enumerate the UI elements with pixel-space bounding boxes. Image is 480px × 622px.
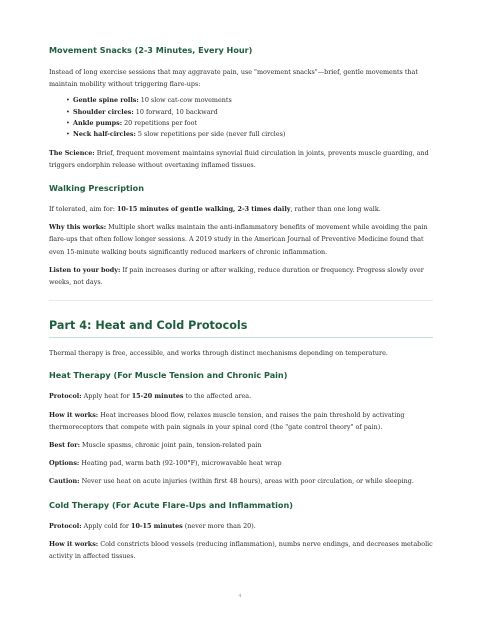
list-item: • Shoulder circles: 10 forward, 10 backward bbox=[66, 107, 433, 118]
movement-list bbox=[49, 95, 433, 140]
heat-protocol: Protocol: Apply heat for 15-20 minutes to the affected area. bbox=[49, 392, 252, 401]
list-item: • Gentle spine rolls: 10 slow cat-cow movements bbox=[66, 95, 433, 106]
part4-heading: Part 4: Heat and Cold Protocols bbox=[49, 319, 248, 333]
heat-caution: Caution: Never use heat on acute injuries (within first 48 hours), areas with poor circulation, or while sleeping. bbox=[49, 477, 414, 486]
listen-paragraph: Listen to your body: If pain increases during or after walking, reduce duration or frequency. Progress slowly over weeks, not days. bbox=[49, 265, 424, 287]
movement-intro: Instead of long exercise sessions that may aggravate pain, use "movement snacks"—brief, gentle movements that maintain mobility without triggering flare-ups: bbox=[49, 68, 418, 89]
walking-aim: If tolerated, aim for: 10-15 minutes of gentle walking, 2-3 times daily, rather than one long walk. bbox=[49, 205, 381, 213]
heat-how-it-works: How it works: Heat increases blood flow, relaxes muscle tension, and raises the pain threshold by activating thermoreceptors that compete with pain signals in your spinal cord (the "gate control theory" of pain). bbox=[49, 410, 405, 431]
page-number: 4 bbox=[238, 593, 242, 599]
cold-therapy-heading: Cold Therapy (For Acute Flare-Ups and Inflammation) bbox=[49, 499, 293, 510]
heat-best-for: Best for: Muscle spasms, chronic joint pain, tension-related pain bbox=[49, 441, 262, 450]
heat-options: Options: Heating pad, warm bath (92-100°F), microwavable heat wrap bbox=[49, 459, 282, 468]
list-item: • Ankle pumps: 20 repetitions per foot bbox=[66, 118, 433, 129]
cold-protocol: Protocol: Apply cold for 10-15 minutes (never more than 20). bbox=[49, 521, 256, 530]
part4-intro: Thermal therapy is free, accessible, and works through distinct mechanisms depending on temperature. bbox=[49, 349, 388, 358]
list-item: • Neck half-circles: 5 slow repetitions per side (never full circles) bbox=[66, 129, 433, 140]
heat-therapy-heading: Heat Therapy (For Muscle Tension and Chronic Pain) bbox=[49, 370, 288, 381]
cold-how-it-works: How it works: Cold constricts blood vessels (reducing inflammation), numbs nerve endings, and decreases metabolic activity in affected tissues. bbox=[49, 539, 433, 561]
science-paragraph: The Science: Brief, frequent movement maintains synovial fluid circulation in joints, prevents muscle guarding, and triggers endorphin release without overtaxing inflamed tissues. bbox=[49, 148, 429, 169]
why-paragraph: Why this works: Multiple short walks maintain the anti-inflammatory benefits of movement while avoiding the pain flare-ups that often follow longer sessions. A 2019 study in the American Journal of Preventive Medicine found that even 15-minute walking bouts significantly reduced markers of chronic inflammation. bbox=[49, 223, 428, 256]
walking-heading: Walking Prescription bbox=[49, 183, 144, 193]
page-content bbox=[49, 45, 433, 562]
movement-snacks-heading: Movement Snacks (2-3 Minutes, Every Hour) bbox=[49, 45, 253, 55]
